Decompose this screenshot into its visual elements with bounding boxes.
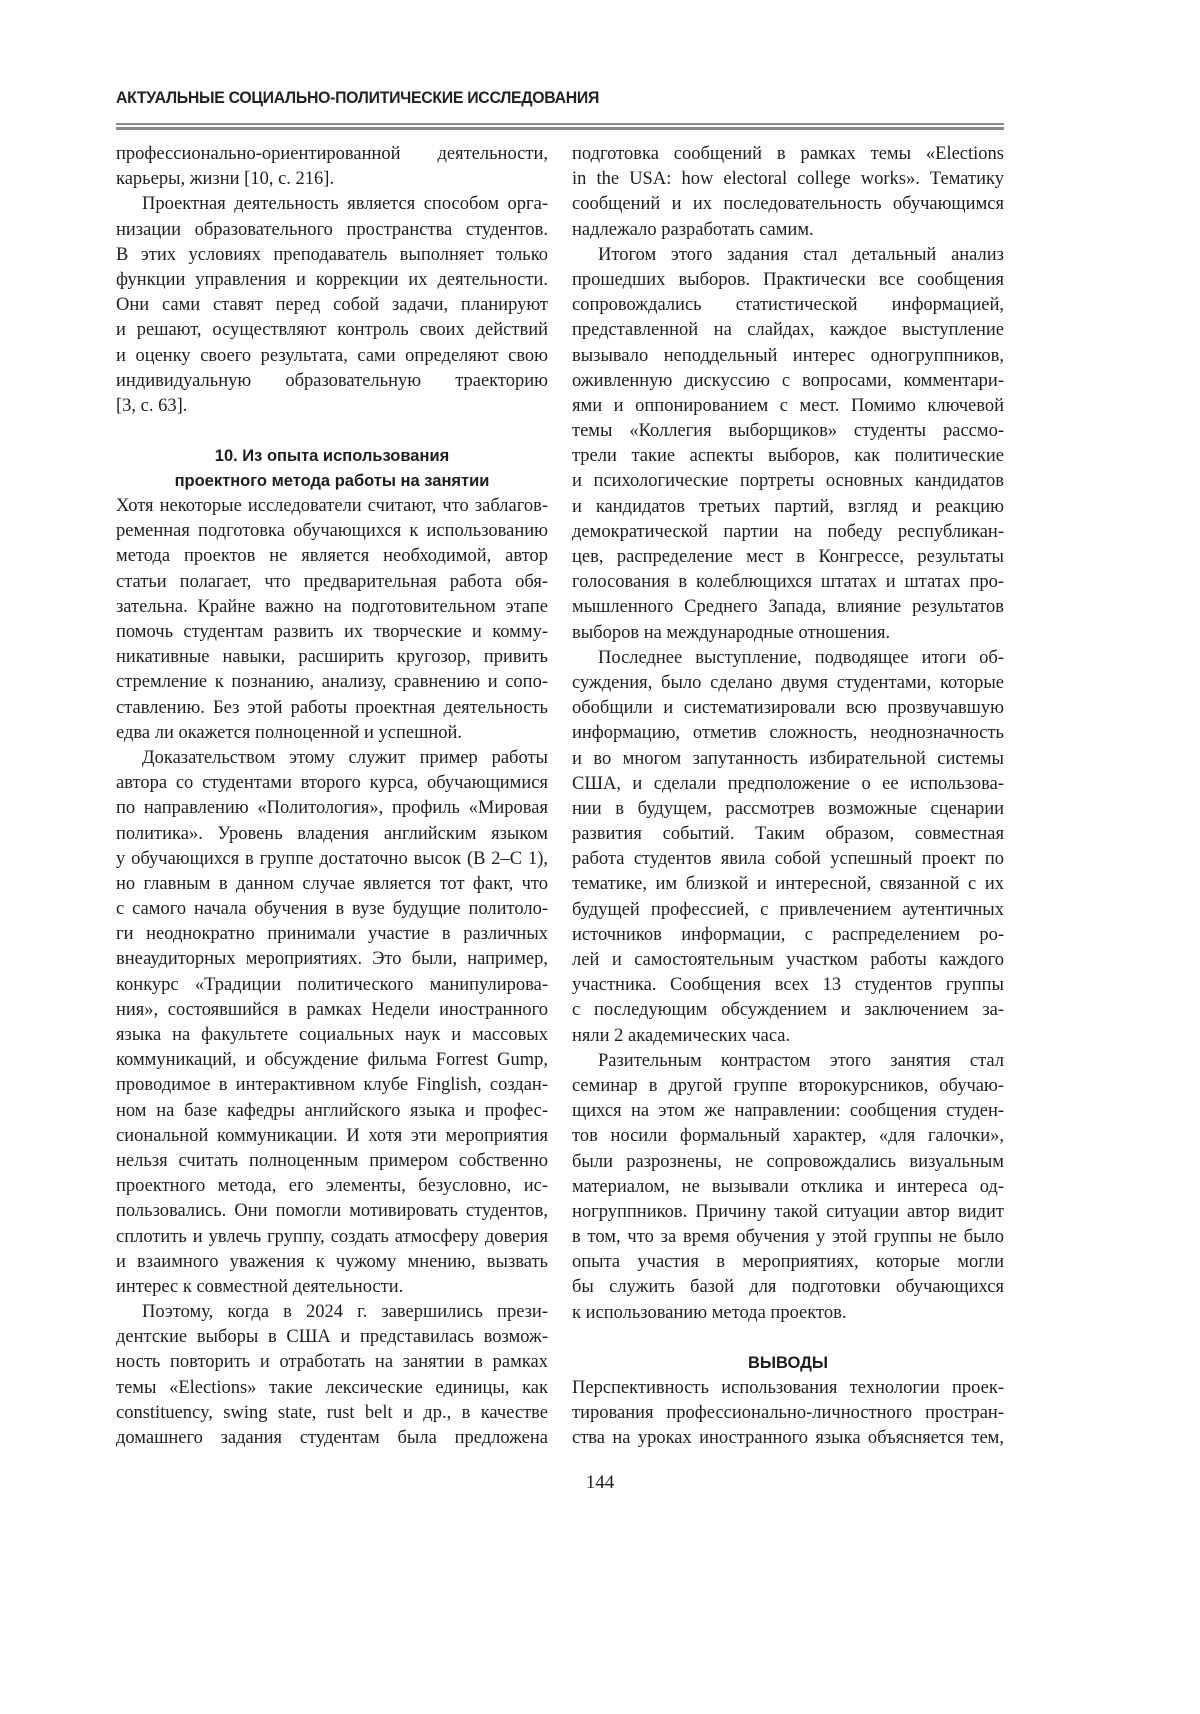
text-line: языка на факультете социальных наук и массовых [116,1023,548,1048]
text-line: к использованию метода проектов. [572,1301,1004,1326]
spacer [572,1326,1004,1351]
text-line: Доказательством этому служит пример работы [116,746,548,771]
text-line: нельзя считать полноценным примером собственно [116,1149,548,1174]
text-line: и решают, осуществляют контроль своих действий [116,318,548,343]
text-line: трели такие аспекты выборов, как политические [572,444,1004,469]
text-line: ном на базе кафедры английского языка и профес- [116,1099,548,1124]
heading-line: ВЫВОДЫ [572,1351,1004,1376]
text-line: интерес к совместной деятельности. [116,1275,548,1300]
text-line: опыта участия в мероприятиях, которые могли [572,1250,1004,1275]
text-line: бы служить базой для подготовки обучающихся [572,1275,1004,1300]
text-line: Они сами ставят перед собой задачи, планируют [116,293,548,318]
text-line: индивидуальную образовательную траекторию [116,369,548,394]
text-line: статьи полагает, что предварительная работа обя- [116,570,548,595]
text-line: тирования профессионально-личностного простран- [572,1401,1004,1426]
text-line: работа студентов явила собой успешный проект по [572,847,1004,872]
left-column [116,142,548,1451]
text-line: проектного метода, его элементы, безусловно, ис- [116,1174,548,1199]
text-line: помочь студентам развить их творческие и комму- [116,620,548,645]
text-line: Последнее выступление, подводящее итоги об- [572,646,1004,671]
text-line: с самого начала обучения в вузе будущие политоло- [116,897,548,922]
paragraph [572,1049,1004,1326]
text-line: тов носили формальный характер, «для галочки», [572,1124,1004,1149]
text-line: [3, с. 63]. [116,394,548,419]
text-line: щихся на этом же направлении: сообщения студен- [572,1099,1004,1124]
text-line: семинар в другой группе второкурсников, обучаю- [572,1074,1004,1099]
paragraph [572,646,1004,1049]
text-line: у обучающихся в группе достаточно высок (B 2–C 1), [116,847,548,872]
paragraph [116,192,548,419]
text-line: проводимое в интерактивном клубе Finglish, создан- [116,1073,548,1098]
text-line: ства на уроках иностранного языка объясняется тем, [572,1426,1004,1451]
text-line: участника. Сообщения всех 13 студентов группы [572,973,1004,998]
text-line: материалом, не вызывали отклика и интереса од- [572,1175,1004,1200]
text-line: низации образовательного пространства студентов. [116,218,548,243]
text-line: источников информации, с распределением ро- [572,923,1004,948]
text-line: выборов на международные отношения. [572,621,1004,646]
text-line: сплотить и увлечь группу, создать атмосферу доверия [116,1225,548,1250]
text-line: и оценку своего результата, сами определяют свою [116,344,548,369]
text-line: автора со студентами второго курса, обучающимися [116,771,548,796]
text-line: обобщили и систематизировали всю прозвучавшую [572,696,1004,721]
text-line: и кандидатов третьих партий, взгляд и реакцию [572,495,1004,520]
header-rule-thick [116,127,1004,130]
paragraph [572,243,1004,646]
text-line: ногруппников. Причину такой ситуации автор видит [572,1200,1004,1225]
paragraph [116,746,548,1300]
text-line: пользовались. Они помогли мотивировать студентов, [116,1199,548,1224]
text-line: ность повторить и отработать на занятии в рамках [116,1350,548,1375]
text-line: будущей профессией, с привлечением аутентичных [572,898,1004,923]
text-line: домашнего задания студентам была предложена [116,1426,548,1451]
text-line: ги неоднократно принимали участие в различных [116,922,548,947]
text-line: голосования в колеблющихся штатах и штатах про- [572,570,1004,595]
text-line: мышленного Среднего Запада, влияние результатов [572,595,1004,620]
text-line: и взаимного уважения к чужому мнению, вызвать [116,1250,548,1275]
text-line: сопровождались статистической информацией, [572,293,1004,318]
text-line: Итогом этого задания стал детальный анализ [572,243,1004,268]
text-line: Хотя некоторые исследователи считают, что заблагов- [116,494,548,519]
text-line: лей и самостоятельным участком работы каждого [572,948,1004,973]
text-line: функции управления и коррекции их деятельности. [116,268,548,293]
text-line: Разительным контрастом этого занятия стал [572,1049,1004,1074]
paragraph [116,1300,548,1451]
text-line: нии в будущем, рассмотрев возможные сценарии [572,797,1004,822]
text-line: профессионально-ориентированной деятельности, [116,142,548,167]
text-line: информацию, отметив сложность, неоднозначность [572,721,1004,746]
text-line: Поэтому, когда в 2024 г. завершились прези- [116,1300,548,1325]
text-line: темы «Elections» такие лексические единицы, как [116,1376,548,1401]
text-line: Проектная деятельность является способом орга- [116,192,548,217]
text-line: няли 2 академических часа. [572,1024,1004,1049]
text-line: оживленную дискуссию с вопросами, комментари- [572,369,1004,394]
text-line: В этих условиях преподаватель выполняет только [116,243,548,268]
text-line: Перспективность использования технологии проек- [572,1376,1004,1401]
heading-line: проектного метода работы на занятии [116,469,548,494]
text-line: суждения, было сделано двумя студентами, которые [572,671,1004,696]
text-line: политика». Уровень владения английским языком [116,822,548,847]
text-line: едва ли окажется полноценной и успешной. [116,721,548,746]
text-line: надлежало разработать самим. [572,218,1004,243]
text-line: ставлению. Без этой работы проектная деятельность [116,696,548,721]
text-line: дентские выборы в США и представилась возмож- [116,1325,548,1350]
text-line: ременная подготовка обучающихся к использованию [116,519,548,544]
text-line: демократической партии на победу республикан- [572,520,1004,545]
text-line: и психологические портреты основных кандидатов [572,469,1004,494]
text-line: ния», состоявшийся в рамках Недели иностранного [116,998,548,1023]
section-heading [116,444,548,494]
paragraph [572,142,1004,243]
text-line: никативные навыки, расширить кругозор, привить [116,645,548,670]
text-line: были разрознены, не сопровождались визуальным [572,1150,1004,1175]
running-title: АКТУАЛЬНЫЕ СОЦИАЛЬНО-ПОЛИТИЧЕСКИЕ ИССЛЕДОВАНИЯ [116,88,599,108]
text-line: темы «Коллегия выборщиков» студенты рассмо- [572,419,1004,444]
text-line: constituency, swing state, rust belt и др., в качестве [116,1401,548,1426]
paragraph [572,1376,1004,1452]
spacer [116,419,548,444]
heading-line: 10. Из опыта использования [116,444,548,469]
paragraph [116,494,548,746]
text-line: карьеры, жизни [10, с. 216]. [116,167,548,192]
text-line: метода проектов не является необходимой, автор [116,544,548,569]
section-heading [572,1351,1004,1376]
text-line: США, и сделали предположение о ее использова- [572,772,1004,797]
right-column [572,142,1004,1451]
text-line: по направлению «Политология», профиль «Мировая [116,796,548,821]
text-line: развития событий. Таким образом, совместная [572,822,1004,847]
page-number: 144 [0,1472,1200,1494]
text-line: подготовка сообщений в рамках темы «Elections [572,142,1004,167]
header-rule [116,123,1004,125]
text-line: ями и оппонированием с мест. Помимо ключевой [572,394,1004,419]
text-line: вызывало неподдельный интерес одногруппников, [572,344,1004,369]
text-line: стремление к познанию, анализу, сравнению и сопо- [116,670,548,695]
text-line: в том, что за время обучения у этой группы не было [572,1225,1004,1250]
text-line: прошедших выборов. Практически все сообщения [572,268,1004,293]
text-line: тематике, им близкой и интересной, связанной с их [572,872,1004,897]
text-line: зательна. Крайне важно на подготовительном этапе [116,595,548,620]
text-line: и во многом запутанность избирательной системы [572,747,1004,772]
text-line: представленной на слайдах, каждое выступление [572,318,1004,343]
text-line: сиональной коммуникации. И хотя эти мероприятия [116,1124,548,1149]
text-line: но главным в данном случае является тот факт, что [116,872,548,897]
text-line: конкурс «Традиции политического манипулирова- [116,973,548,998]
paragraph [116,142,548,192]
text-line: коммуникаций, и обсуждение фильма Forrest Gump, [116,1048,548,1073]
text-line: in the USA: how electoral college works». Тематику [572,167,1004,192]
text-line: сообщений и их последовательность обучающимся [572,192,1004,217]
text-line: с последующим обсуждением и заключением за- [572,998,1004,1023]
text-line: внеаудиторных мероприятиях. Это были, например, [116,947,548,972]
text-line: цев, распределение мест в Конгрессе, результаты [572,545,1004,570]
